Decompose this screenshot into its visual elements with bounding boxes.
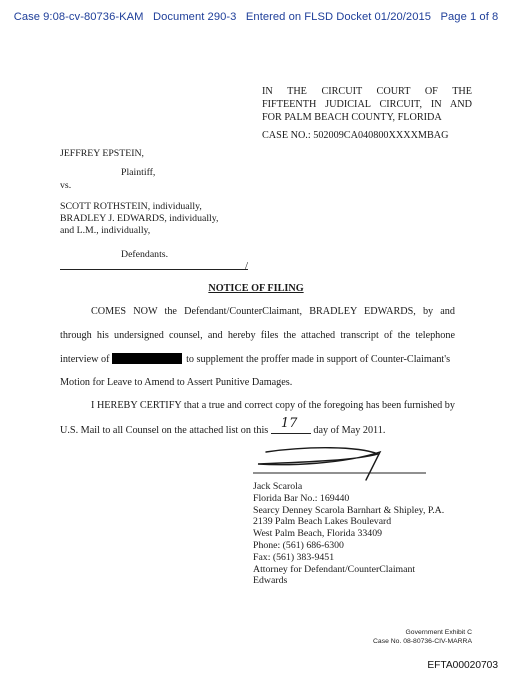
header-page: Page 1 of 8 xyxy=(440,11,499,23)
firm-fax: Fax: (561) 383-9451 xyxy=(253,551,335,563)
certify-line-1: I HEREBY CERTIFY that a true and correct copy of the foregoing has been furnished by xyxy=(91,400,455,411)
bates-number: EFTA00020703 xyxy=(427,660,498,671)
document-title: NOTICE OF FILING xyxy=(208,283,304,294)
caption-slash: / xyxy=(245,260,249,272)
exhibit-stamp xyxy=(373,628,472,646)
versus: vs. xyxy=(60,180,72,191)
law-firm: Searcy Denney Scarola Barnhart & Shipley, P.A. xyxy=(253,504,445,516)
certify-line-2: U.S. Mail to all Counsel on the attached list on this 17 day of May 2011. xyxy=(60,416,386,436)
plaintiff-name: JEFFREY EPSTEIN, xyxy=(60,148,145,159)
body-line-1: COMES NOW the Defendant/CounterClaimant, BRADLEY EDWARDS, by and xyxy=(91,306,455,317)
firm-phone: Phone: (561) 686-6300 xyxy=(253,539,344,551)
firm-street: 2139 Palm Beach Lakes Boulevard xyxy=(253,516,392,528)
exhibit-line-1: Government Exhibit C xyxy=(405,629,472,636)
signature-scribble xyxy=(248,440,438,482)
court-heading xyxy=(262,85,472,124)
redaction-box xyxy=(112,353,182,364)
defendants-role: Defendants. xyxy=(121,249,169,260)
bar-number: Florida Bar No.: 169440 xyxy=(253,492,350,504)
header-entered: Entered on FLSD Docket 01/20/2015 xyxy=(245,11,432,23)
defendant-1: SCOTT ROTHSTEIN, individually, xyxy=(60,201,202,212)
caption-rule xyxy=(60,269,248,270)
case-number: CASE NO.: 502009CA040800XXXXMBAG xyxy=(262,130,449,141)
firm-city: West Palm Beach, Florida 33409 xyxy=(253,528,383,540)
plaintiff-role: Plaintiff, xyxy=(121,167,156,178)
attorney-role-2: Edwards xyxy=(253,575,288,587)
defendant-2: BRADLEY J. EDWARDS, individually, xyxy=(60,213,219,224)
day-blank xyxy=(271,416,311,434)
attorney-role-1: Attorney for Defendant/CounterClaimant xyxy=(253,563,416,575)
docket-header xyxy=(0,11,512,23)
court-line-2: FIFTEENTH JUDICIAL CIRCUIT, IN AND xyxy=(262,99,472,110)
body-line-3: interview of to supplement the proffer made in support of Counter-Claimant's xyxy=(60,354,451,365)
header-case: Case 9:08-cv-80736-KAM xyxy=(13,11,144,23)
handwritten-day: 17 xyxy=(280,416,298,431)
attorney-name: Jack Scarola xyxy=(253,481,303,492)
signature-block xyxy=(253,481,444,587)
exhibit-line-2: Case No. 08-80736-CIV-MARRA xyxy=(373,638,472,645)
court-line-3: FOR PALM BEACH COUNTY, FLORIDA xyxy=(262,112,442,123)
header-document: Document 290-3 xyxy=(153,11,237,23)
defendant-3: and L.M., individually, xyxy=(60,225,151,236)
body-line-4: Motion for Leave to Amend to Assert Punitive Damages. xyxy=(60,377,293,388)
body-line-2: through his undersigned counsel, and hereby files the attached transcript of the telephone xyxy=(60,330,455,341)
court-line-1: IN THE CIRCUIT COURT OF THE xyxy=(262,86,472,97)
